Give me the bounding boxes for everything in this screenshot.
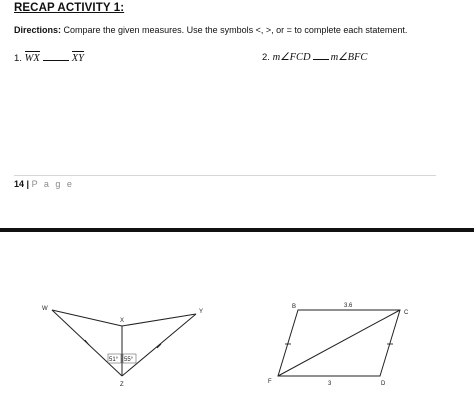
point-label-x: X: [120, 318, 125, 324]
point-label-f: F: [268, 379, 272, 385]
point-label-c: C: [404, 310, 409, 316]
point-label-b: B: [292, 304, 297, 310]
statement-2: [262, 51, 367, 63]
diagonal-f-c: [278, 310, 400, 376]
statement-1-number: 1.: [14, 53, 22, 64]
page-footer: [14, 179, 74, 189]
segment-x-y: [122, 314, 196, 326]
activity-heading: RECAP ACTIVITY 1:: [14, 2, 125, 14]
geometry-figures: [0, 232, 474, 402]
side-label-bottom: 3: [328, 381, 332, 387]
figure-triangles: [42, 306, 203, 388]
directions-body: Compare the given measures. Use the symbols <, >, or = to complete each statement.: [61, 25, 408, 35]
figure-parallelogram: [268, 303, 409, 387]
page-number: 14: [14, 179, 25, 189]
angle-bfc: m∠BFC: [330, 52, 368, 63]
directions-label: Directions:: [14, 25, 62, 35]
point-label-z: Z: [120, 382, 124, 388]
segment-w-x: [52, 310, 125, 326]
point-label-w: W: [42, 306, 48, 312]
answer-blank-2[interactable]: [313, 51, 329, 60]
angle-label-left: 51°: [109, 357, 119, 363]
point-label-y: Y: [199, 309, 204, 315]
answer-blank-1[interactable]: [43, 52, 69, 61]
segment-y-z: [122, 314, 196, 376]
side-label-top: 3.6: [344, 303, 353, 309]
angle-fcd: m∠FCD: [272, 52, 311, 63]
segment-wx: WX: [24, 53, 40, 64]
angle-label-right: 55°: [124, 357, 134, 363]
congruence-tick-wz: [85, 340, 89, 345]
directions-text: [14, 25, 407, 35]
page-separator: |: [26, 179, 30, 189]
statement-1: [14, 51, 84, 64]
segment-xy: XY: [71, 53, 85, 64]
footer-rule: [14, 175, 436, 176]
statement-2-number: 2.: [262, 52, 270, 63]
point-label-d: D: [381, 381, 386, 387]
page-word: P a g e: [31, 179, 74, 189]
